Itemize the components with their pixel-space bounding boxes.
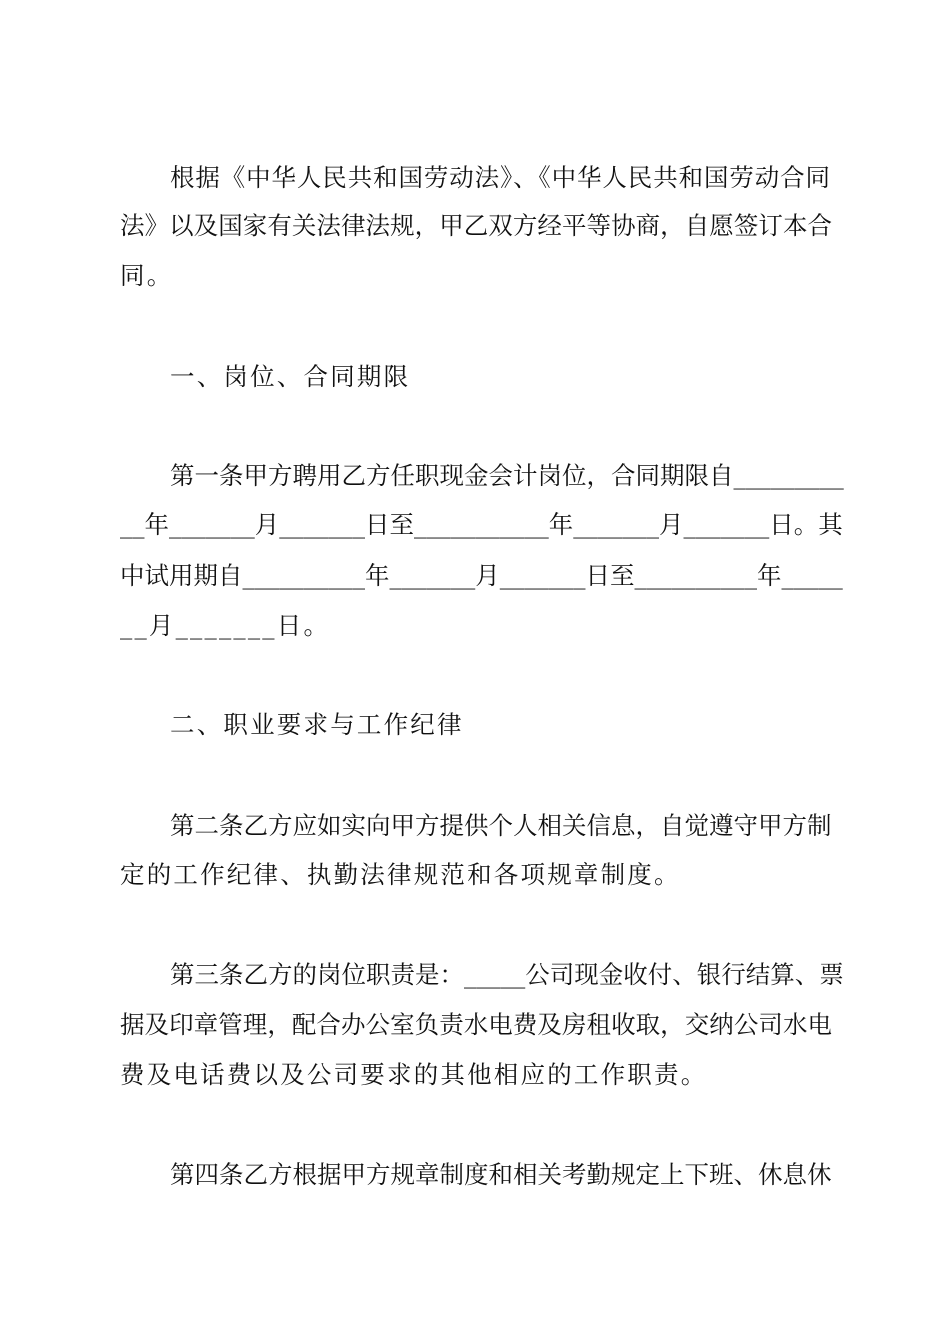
paragraph-preamble-line-1: 根据《中华人民共和国劳动法》、《中华人民共和国劳动合同 xyxy=(170,163,830,192)
article-2-line-1: 第二条乙方应如实向甲方提供个人相关信息，自觉遵守甲方制 xyxy=(170,811,832,840)
article-1-line-1: 第一条甲方聘用乙方任职现金会计岗位，合同期限自_________ xyxy=(170,461,844,490)
article-3-line-1: 第三条乙方的岗位职责是：_____公司现金收付、银行结算、票 xyxy=(170,960,844,989)
section-heading-2: 二、职业要求与工作纪律 xyxy=(170,710,464,739)
article-1-line-2: __年_______月_______日至___________年_______月_______日。其 xyxy=(120,510,843,539)
paragraph-preamble-line-3: 同。 xyxy=(120,261,174,290)
section-heading-1: 一、岗位、合同期限 xyxy=(170,362,411,391)
article-1-line-4: __月_______日。 xyxy=(120,611,331,640)
article-4-line-1: 第四条乙方根据甲方规章制度和相关考勤规定上下班、休息休 xyxy=(170,1160,832,1189)
article-1-line-3: 中试用期自__________年_______月_______日至__________年_____ xyxy=(120,561,843,590)
article-2-line-2: 定的工作纪律、执勤法律规范和各项规章制度。 xyxy=(120,860,681,889)
article-3-line-3: 费及电话费以及公司要求的其他相应的工作职责。 xyxy=(120,1060,708,1089)
article-3-line-2: 据及印章管理，配合办公室负责水电费及房租收取，交纳公司水电 xyxy=(120,1010,832,1039)
paragraph-preamble-line-2: 法》以及国家有关法律法规，甲乙双方经平等协商，自愿签订本合 xyxy=(120,211,832,240)
